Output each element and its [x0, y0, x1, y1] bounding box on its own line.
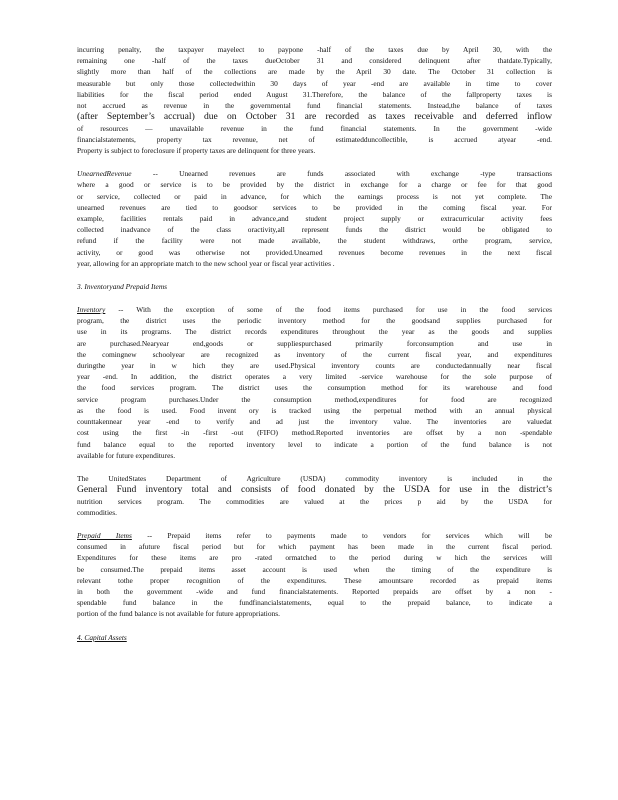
text-line: the comingnew schoolyear are recognized as inventory of the current fiscal year, and expenditures — [77, 349, 552, 359]
text-line: remaining one -half of the taxes dueOctober 31 and considered delinquent after thatdate.Typically, — [77, 56, 552, 66]
text-line: the food services program. The district uses the consumption method for its warehouse and food — [77, 383, 552, 393]
text-fragment: -- With the exception of some of the food items purchased for use in the food services — [105, 305, 552, 315]
document-page — [77, 44, 552, 643]
text-line: example, facilities rentals paid in advance,and student project supply or extracurricular activity fees — [77, 214, 552, 224]
text-line: year -end. In addition, the district operates a very limited -service warehouse for the sole purpose of — [77, 372, 552, 382]
text-line: refund if the facility were not made available, the student withdraws, orthe program, service, — [77, 236, 552, 246]
text-line: Property is subject to foreclosure if property taxes are delinquent for three years. — [77, 146, 316, 156]
text-line: or service, collected or paid in advance, for which the earnings process is not yet complete. The — [77, 191, 552, 201]
text-line: fund balance equal to the reported inventory level to indicate a portion of the fund balance is not — [77, 439, 552, 449]
section-heading-capital-assets: 4. Capital Assets — [77, 632, 127, 642]
property-tax-paragraph — [77, 44, 552, 156]
text-line: spendable fund balance in the fundfinancialstatements, equal to the prepaid balance, to indicate a — [77, 598, 552, 608]
text-line: be consumed.The prepaid items asset account is used when the timing of the expenditure is — [77, 564, 552, 574]
text-line: not accrued as revenue in the governmental fund financial statements. Instead,the balance of taxes — [77, 101, 552, 111]
text-line: duringthe year in w hich they are used.Physical inventory counts are conductedannually near fiscal — [77, 361, 552, 371]
text-line: available for future expenditures. — [77, 450, 176, 460]
text-line: financialstatements, property tax revenue, net of estimatedduncollectible, is accrued atyear -end. — [77, 134, 552, 144]
term-inventory: Inventory — [77, 305, 106, 315]
text-line: incurring penalty, the taxpayer mayelect to paypone -half of the taxes due by April 30, with the — [77, 45, 552, 54]
text-line: as the food is used. Food invent ory is tracked using the perpetual method with an annual physical — [77, 405, 552, 415]
text-line — [77, 168, 552, 179]
text-line: consumed in afuture fiscal period but for which payment has been made in the current fiscal period. — [77, 542, 552, 552]
text-line: commodities. — [77, 507, 118, 517]
text-line: measurable but only those collectedwithin 30 days of year -end are available in time to cover — [77, 78, 552, 88]
section-heading-inventory: 3. Inventoryand Prepaid Items — [77, 282, 168, 292]
text-line-large: (after September’s accrual) due on October 31 are recorded as taxes receivable and deferred inflow — [77, 111, 552, 123]
text-line: activity, or good was otherwise not provided.Unearned revenues become revenues in the next fiscal — [77, 247, 552, 257]
text-line: year, allowing for an appropriate match to the new school year or fiscal year activities . — [77, 258, 335, 268]
text-line: service program purchases.Under the consumption method,expenditures for food are recognized — [77, 394, 552, 404]
text-line-large: General Fund inventory total and consists of food donated by the USDA for use in the district’s — [77, 484, 552, 496]
unearned-revenue-paragraph — [77, 168, 552, 269]
text-line: cost using the first -in -first -out (FIFO) method.Reported inventories are offset by a non -spendable — [77, 428, 552, 438]
text-line: relevant tothe proper recognition of the expenditures. These amountsare recorded as prepaid items — [77, 575, 552, 585]
inventory-paragraph — [77, 304, 552, 461]
text-line: are purchased.Nearyear end,goods or suppliespurchased primarily forconsumption and use in — [77, 338, 552, 348]
text-line: The UnitedStates Department of Agriculture (USDA) commodity inventory is included in the — [77, 473, 552, 483]
text-line: liabilities for the fiscal period ended August 31.Therefore, the balance of the fallproperty taxes is — [77, 89, 552, 99]
prepaid-items-paragraph — [77, 530, 552, 620]
text-fragment: -- Unearned revenues are funds associated with exchange -type transactions — [131, 169, 552, 179]
text-line — [77, 530, 552, 541]
text-line: where a good or service is to be provided by the district in exchange for a charge or fee for that good — [77, 180, 552, 190]
text-line: of resources — unavailable revenue in the fund financial statements. In the government -wide — [77, 123, 552, 133]
usda-paragraph — [77, 473, 552, 518]
text-line: use in its programs. The district records expenditures throughout the year as the goods and supplies — [77, 327, 552, 337]
text-line: nutrition services program. The commodities are valued at the prices p aid by the USDA for — [77, 496, 552, 506]
text-line: counttakennear year -end to verify and ad just the inventory value. The inventories are valuedat — [77, 417, 552, 427]
text-line: slightly more than half of the collections are made by the April 30 date. The October 31 collection is — [77, 67, 552, 77]
text-fragment: -- Prepaid items refer to payments made to vendors for services which will be — [131, 530, 552, 540]
text-line: portion of the fund balance is not available for future appropriations. — [77, 609, 280, 619]
term-prepaid-items: Prepaid Items — [77, 530, 132, 540]
text-line: Expenditures for these items are pro -rated ormatched to the period during w hich the services will — [77, 553, 552, 563]
text-line: unearned revenues are tied to goodsor services to be provided in the coming fiscal year. For — [77, 202, 552, 212]
term-unearned-revenue: UnearnedRevenue — [77, 169, 132, 179]
text-line: program, the district uses the periodic inventory method for the goodsand supplies purchased for — [77, 316, 552, 326]
text-line — [77, 304, 552, 315]
text-line: in both the government -wide and fund financialstatements. Reported prepaids are offset by a non - — [77, 586, 552, 596]
text-line: collected inadvance of the class oractivity,all represent funds the district would be obligated to — [77, 225, 552, 235]
